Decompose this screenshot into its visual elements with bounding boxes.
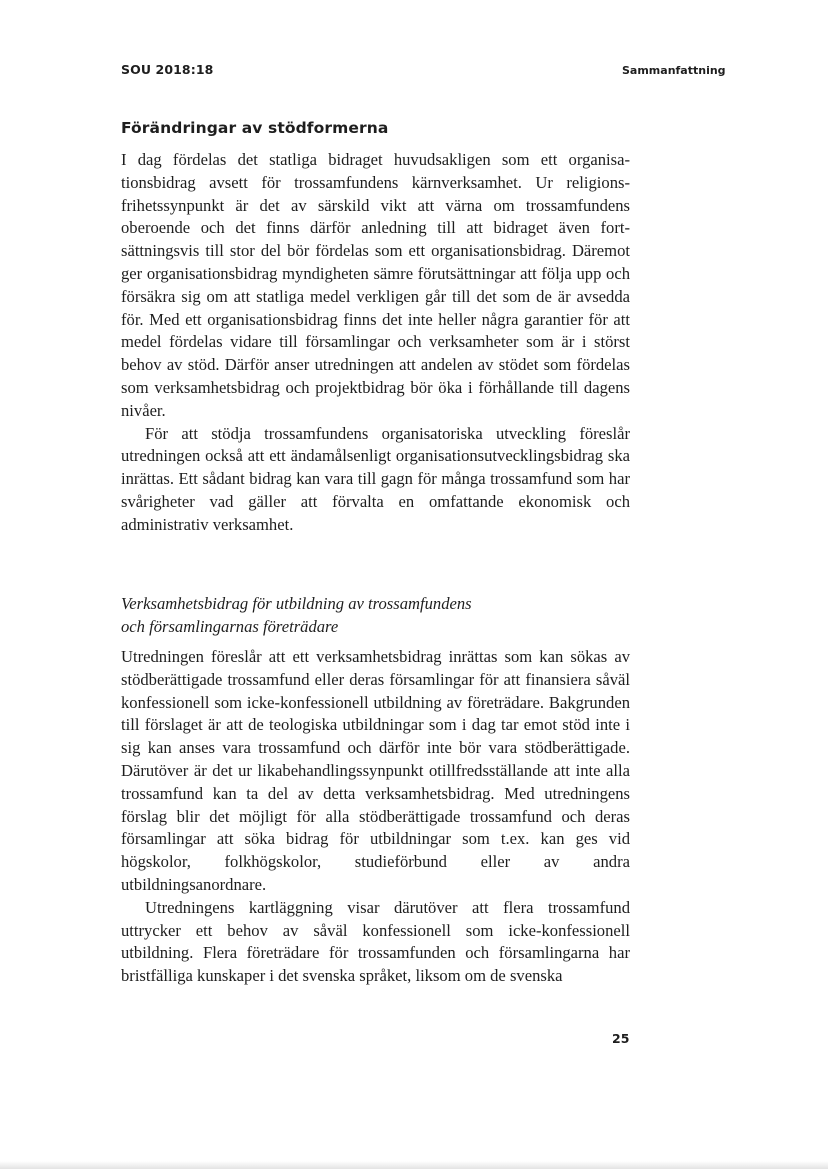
subsection-body [121, 646, 630, 988]
body-paragraph: Utredningens kartläggning visar därutöver att flera trossamfund uttrycker ett behov av såväl konfessionell som icke-konfessionell utbildning. Flera företrädare för trossamfunden och församlingarna har bristfälliga kunskaper i det svenska språket, liksom om de svenska [121, 897, 630, 986]
section-heading: Förändringar av stödformerna [121, 119, 389, 137]
subsection-heading-line: Verksamhetsbidrag för utbildning av trossamfundens [121, 594, 472, 613]
body-paragraph: I dag fördelas det statliga bidraget huvudsakligen som ett organisationsbidrag avsett för trossamfundens kärnverksamhet. Ur religionsfrihetssynpunkt är det av särskild vikt att värna om trossamfundens oberoende och det finns därför anledning till att bidraget även fortsättningsvis till stor del bör fördelas som ett organisationsbidrag. Däremot ger organisationsbidrag myndigheten sämre förutsättningar att följa upp och försäkra sig om att statliga medel verkligen går till det som de är avsedda för. Med ett organisationsbidrag finns det inte heller några garantier för att medel fördelas vidare till församlingar och verksamheter som är i störst behov av stöd. Därför anser utredningen att andelen av stödet som fördelas som verksamhetsbidrag och projektbidrag bör öka i förhållande till dagens nivåer. [121, 150, 630, 420]
subsection-heading [121, 593, 630, 639]
section-body [121, 149, 630, 537]
body-paragraph: Utredningen föreslår att ett verksamhetsbidrag inrättas som kan sökas av stödberättigade trossamfund eller deras församlingar för att finansiera såväl konfessionell som icke-konfessionell utbildning av företrädare. Bakgrunden till förslaget är att de teologiska utbildningar som i dag tar emot stöd inte i sig kan anses vara trossamfund och därför inte bör vara stödberättigade. Därutöver är det ur likabehandlingssynpunkt otillfredsställande att inte alla trossamfund kan ta del av detta verksamhetsbidrag. Med utredningens förslag blir det möjligt för alla stödberättigade trossamfund och deras församlingar att söka bidrag för utbildningar som t.ex. kan ges vid högskolor, folkhögskolor, studieförbund eller av andra utbildningsanordnare. [121, 647, 630, 894]
subsection-heading-line: och församlingarnas företrädare [121, 616, 339, 636]
running-header-chapter: Sammanfattning [622, 64, 726, 77]
scan-edge-shadow [0, 1161, 828, 1169]
running-header-report-id: SOU 2018:18 [121, 62, 214, 77]
body-paragraph: För att stödja trossamfundens organisatoriska utveckling föreslår utredningen också att ett ändamålsenligt organisationsutvecklingsbidrag ska inrättas. Ett sådant bidrag kan vara till gagn för många trossamfund som har svårigheter vad gäller att förvalta en omfattande ekonomisk och administrativ verksamhet. [121, 423, 630, 534]
page-number: 25 [612, 1031, 630, 1046]
